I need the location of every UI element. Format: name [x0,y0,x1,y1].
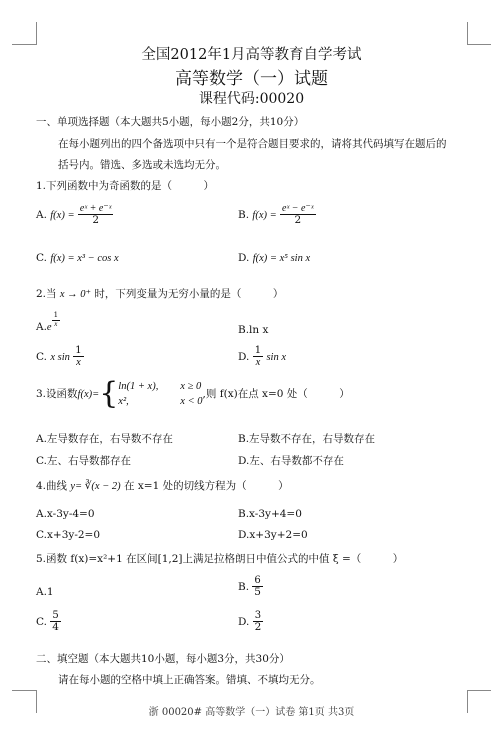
fraction [50,610,60,634]
denominator: 2 [92,214,100,226]
denominator: 2 [294,214,302,226]
q4-option-d: D.x+3y+2=0 [238,529,308,541]
option-label: C. [36,252,47,264]
q1-option-a [36,203,113,227]
piecewise-cases [118,379,202,409]
case-expr: ln(1 + x), [118,381,159,392]
math-curve: y= ∛(x − 2) [70,481,121,492]
denominator: x [255,357,261,368]
numerator: 3 [254,610,262,621]
q5-option-b [238,575,263,599]
q5-option-d [238,610,263,634]
option-label: A. [36,321,47,334]
section1-heading: 一、单项选择题（本大题共5小题，每小题2分，共10分） [36,116,305,128]
q1-option-d [238,252,310,264]
q2-stem [36,286,283,301]
fraction [253,610,263,634]
exponent-fraction [52,312,60,328]
case-cond: x ≥ 0 [180,381,202,392]
q5-option-c [36,610,61,634]
q1-stem: 1.下列函数中为奇函数的是（ ） [36,180,215,192]
q5-option-a: A.1 [36,586,54,598]
option-label: D. [238,615,250,628]
brace-glyph: { [99,376,119,412]
fraction [252,575,262,599]
option-label: A. [36,208,47,221]
stem-prefix: 2.当 [36,288,57,300]
math-pre: x sin [50,351,70,363]
case-expr: x², [118,396,129,408]
denominator: 5 [254,586,261,598]
q1-option-c [36,252,119,264]
course-code: 课程代码:00020 [198,91,305,107]
q2-option-c [36,345,84,369]
fraction [73,345,83,369]
case-row-2 [118,394,202,409]
crop-mark-bottom-right-h [467,690,491,691]
math-expr: f(x) = x⁵ sin x [252,253,311,264]
option-label: C. [36,615,47,628]
math-lhs: f(x)= [77,389,100,401]
math-base: e [46,322,52,334]
denominator: 2 [254,621,262,633]
q3-stem [36,376,350,412]
case-row-1 [118,379,202,394]
q1-option-b [238,203,316,227]
section2-heading: 二、填空题（本大题共10小题，每小题3分，共30分） [36,653,290,665]
math-lhs: f(x) = [252,209,277,221]
section1-instruction-1: 在每小题列出的四个备选项中只有一个是符合题目要求的，请将其代码填写在题后的 [58,138,447,150]
numerator: eˣ + e⁻ˣ [79,203,112,214]
numerator: 6 [254,575,261,586]
numerator: 1 [75,345,82,356]
option-label: D. [238,350,250,363]
case-cond: x < 0 [180,396,203,408]
q3-option-c: C.左、右导数都存在 [36,455,131,467]
numerator: 1 [254,345,262,356]
stem-prefix: 3.设函数 [36,388,78,401]
section1-instruction-2: 括号内。错选、多选或未选均无分。 [58,159,226,171]
denominator: 4 [52,621,59,633]
q4-option-b: B.x-3y+4=0 [238,508,302,520]
stem-prefix: 4.曲线 [36,480,68,492]
crop-mark-top-left-v [36,22,37,45]
denominator: x [54,319,58,328]
q4-stem [36,478,289,493]
q2-option-b: B.ln x [238,324,269,336]
q2-option-a [36,312,60,333]
math-limit: x → 0⁺ [59,289,92,300]
numerator: 5 [52,610,59,621]
fraction [280,203,316,227]
exam-name: 全国2012年1月高等教育自学考试 [141,47,362,63]
fraction [253,345,263,369]
q4-option-a: A.x-3y-4=0 [36,508,95,520]
stem-suffix: 时，下列变量为无穷小量的是（ ） [94,288,284,300]
numerator: eˣ − e⁻ˣ [282,203,314,214]
math-lhs: f(x) = [50,209,75,221]
q5-stem: 5.函数 f(x)=x²+1 在区间[1,2]上满足拉格朗日中值公式的中值 ξ =（ ） [36,553,404,565]
subject-title: 高等数学（一）试题 [175,69,328,89]
numerator: 1 [53,311,59,319]
crop-mark-bottom-left-h [12,690,36,691]
section2-instruction: 请在每小题的空格中填上正确答案。错填、不填均无分。 [58,674,321,686]
fraction [78,203,114,227]
crop-mark-top-right-v [467,22,468,45]
q4-option-c: C.x+3y-2=0 [36,529,101,541]
q3-option-a: A.左导数存在，右导数不存在 [36,433,173,445]
option-label: B. [238,580,250,593]
denominator: x [76,357,81,368]
page-footer: 浙 00020# 高等数学（一）试卷 第1页 共3页 [148,707,355,718]
q3-option-d: D.左、右导数都不存在 [238,455,344,467]
math-post: sin x [266,351,286,363]
math-expr: f(x) = x³ − cos x [50,253,119,264]
option-label: D. [238,252,250,264]
q3-option-b: B.左导数不存在，右导数存在 [238,433,376,445]
option-label: C. [36,350,47,363]
q2-option-d [238,345,286,369]
option-label: B. [238,208,250,221]
stem-suffix: 在 x=1 处的切线方程为（ ） [124,480,289,492]
stem-suffix: ,则 f(x)在点 x=0 处（ ） [202,388,350,401]
